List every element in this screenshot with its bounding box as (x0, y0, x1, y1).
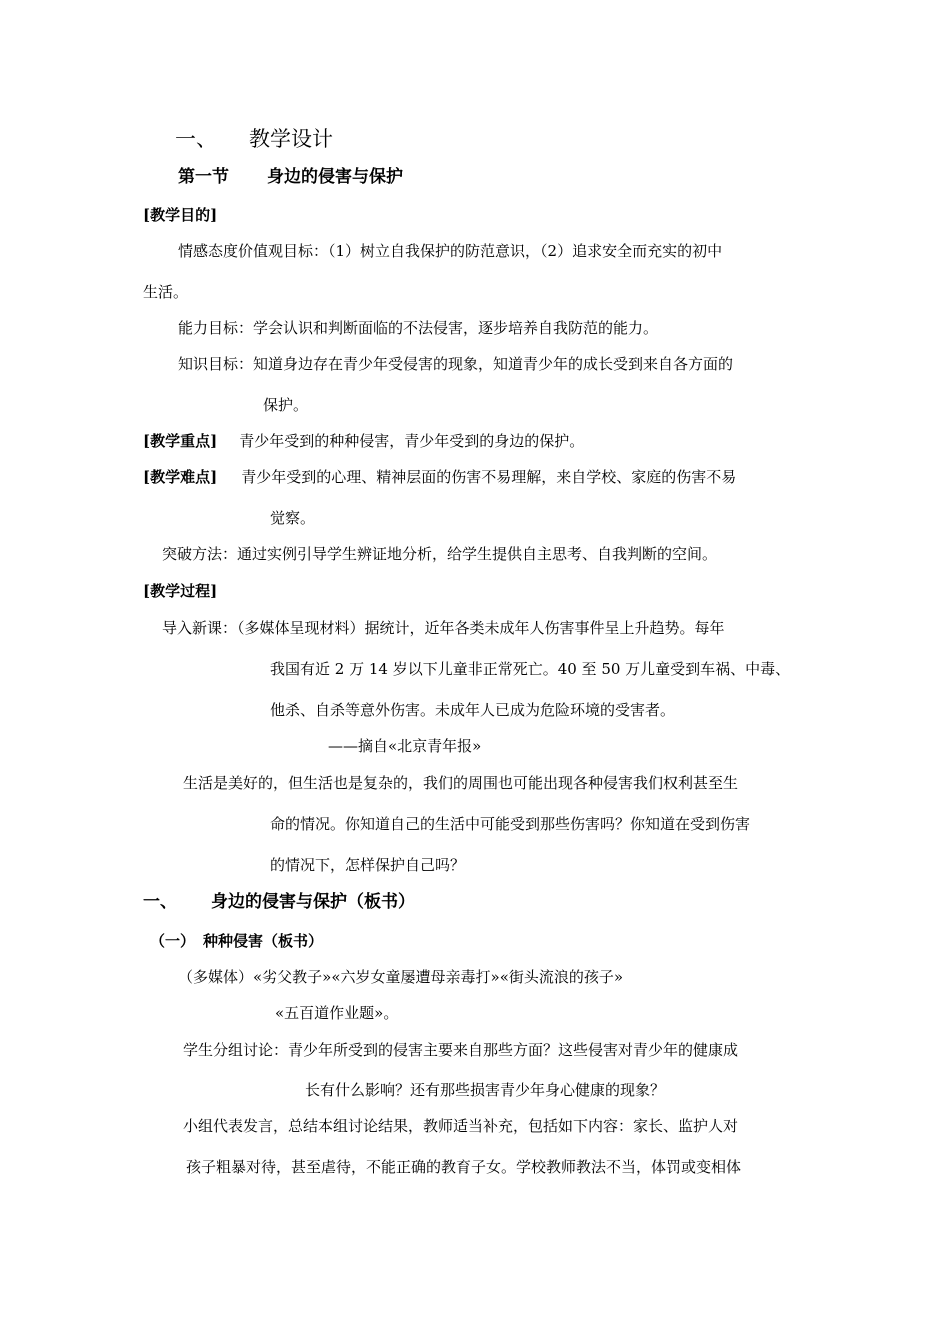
summary-line-1: 小组代表发言，总结本组讨论结果，教师适当补充，包括如下内容：家长、监护人对 (183, 1117, 739, 1135)
objectives-label: [教学目的] (143, 206, 218, 224)
section-title (178, 166, 403, 188)
keypoint-label: [教学重点] (143, 432, 218, 450)
intro-line-3: 他杀、自杀等意外伤害。未成年人已成为危险环境的受害者。 (270, 701, 676, 719)
difficulty-row (143, 467, 736, 487)
heading-1-text: 教学设计 (249, 127, 333, 151)
objective-knowledge-line-1: 知识目标：知道身边存在青少年受侵害的现象，知道青少年的成长受到来自各方面的 (178, 355, 734, 373)
media-line-1: （多媒体）«劣父教子»«六岁女童屡遭母亲毒打»«街头流浪的孩子» (178, 968, 624, 986)
process-label: [教学过程] (143, 582, 218, 600)
media-line-2: «五百道作业题»。 (275, 1004, 399, 1022)
intro-line-2: 我国有近 2 万 14 岁以下儿童非正常死亡。40 至 50 万儿童受到车祸、中毒、 (270, 660, 791, 678)
discussion-line-1: 学生分组讨论：青少年所受到的侵害主要来自那些方面？这些侵害对青少年的健康成 (183, 1041, 739, 1059)
discussion-line-2: 长有什么影响？还有那些损害青少年身心健康的现象？ (305, 1081, 666, 1099)
keypoint-row (143, 431, 584, 451)
difficulty-label: [教学难点] (143, 468, 218, 486)
life-line-1: 生活是美好的，但生活也是复杂的，我们的周围也可能出现各种侵害我们权利甚至生 (183, 774, 739, 792)
life-line-3: 的情况下，怎样保护自己吗？ (270, 856, 466, 874)
intro-line-1: 导入新课：（多媒体呈现材料）据统计，近年各类未成年人伤害事件呈上升趋势。每年 (162, 619, 725, 637)
section-number: 第一节 (178, 167, 229, 187)
summary-line-2: 孩子粗暴对待，甚至虐待，不能正确的教育子女。学校教师教法不当，体罚或变相体 (186, 1158, 742, 1176)
difficulty-text-line-1: 青少年受到的心理、精神层面的伤害不易理解，来自学校、家庭的伤害不易 (241, 468, 737, 486)
intro-source: ——摘自«北京青年报» (328, 737, 482, 755)
objective-emotion-line-2: 生活。 (143, 283, 189, 301)
keypoint-text: 青少年受到的种种侵害，青少年受到的身边的保护。 (239, 432, 585, 450)
objective-ability: 能力目标：学会认识和判断面临的不法侵害，逐步培养自我防范的能力。 (178, 319, 659, 337)
subsection-1-text: 种种侵害（板书） (203, 932, 324, 950)
section-text: 身边的侵害与保护 (267, 167, 403, 187)
objective-knowledge-line-2: 保护。 (263, 396, 309, 414)
part-1-number: 一、 (143, 892, 177, 912)
part-1-text: 身边的侵害与保护（板书） (211, 892, 415, 912)
heading-1-number: 一、 (175, 127, 217, 151)
objective-emotion-line-1: 情感态度价值观目标：（1）树立自我保护的防范意识，（2）追求安全而充实的初中 (178, 242, 723, 260)
part-1-heading (143, 891, 415, 913)
subsection-1-heading (150, 931, 323, 951)
subsection-1-number: （一） (150, 932, 196, 950)
heading-1 (175, 126, 333, 152)
life-line-2: 命的情况。你知道自己的生活中可能受到那些伤害吗？你知道在受到伤害 (270, 815, 751, 833)
breakthrough-method: 突破方法：通过实例引导学生辨证地分析，给学生提供自主思考、自我判断的空间。 (162, 545, 718, 563)
difficulty-text-line-2: 觉察。 (270, 509, 316, 527)
